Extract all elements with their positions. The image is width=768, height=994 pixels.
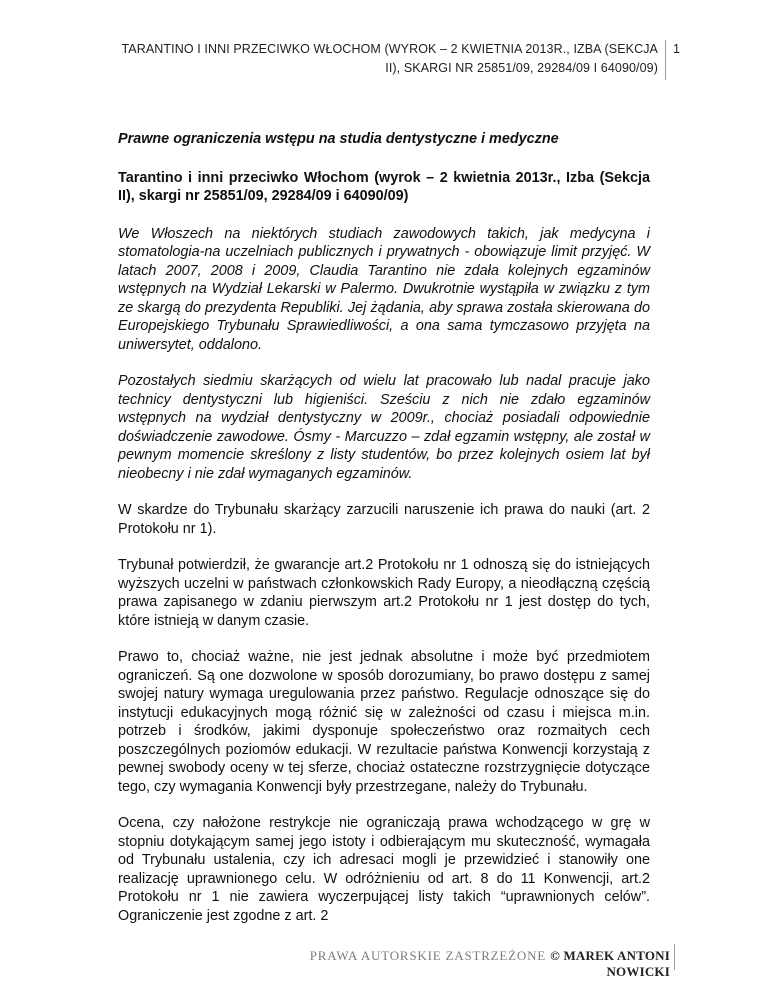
paragraph-court-1: Trybunał potwierdził, że gwarancje art.2 Protokołu nr 1 odnoszą się do istniejących wyższych uczelni w państwach członkowskich Rady Europy, a nieodłączną częścią prawa zapisanego w zdaniu pierwszym art.2 Protokołu nr 1 jest dostęp do tych, które istnieją w danym czasie. — [118, 557, 650, 629]
header-title-line-1: TARANTINO I INNI PRZECIWKO WŁOCHOM (WYROK – 2 KWIETNIA 2013R., IZBA (SEKCJA — [121, 42, 658, 56]
paragraph-facts-1: We Włoszech na niektórych studiach zawodowych takich, jak medycyna i stomatologia-na uczelniach publicznych i prywatnych - obowiązuje limit przyjęć. W latach 2007, 2008 i 2009, Claudia Tarantino nie zdała kolejnych egzaminów wstępnych na Wydział Lekarski w Palermo. Dwukrotnie wystąpiła w związku z tym ze skargą do prezydenta Republiki. Jej żądania, aby sprawa została skierowana do Europejskiego Trybunału Sprawiedliwości, a ona sama tymczasowo przyjęta na uniwersytet, oddalono. — [118, 225, 650, 353]
document-body — [118, 130, 650, 943]
paragraph-court-2: Prawo to, chociaż ważne, nie jest jednak absolutne i może być przedmiotem ograniczeń. Są one dozwolone w sposób dorozumiany, bo prawo dostępu z samej swojej natury wymaga uregulowania przez państwo. Regulacje odnoszące się do instytucji edukacyjnych mogą różnić się w zależności od czasu i miejsca m.in. potrzeb i środków, jakimi dysponuje społeczeństwo oraz rozmaitych cech poszczególnych poziomów edukacji. W rezultacie państwa Konwencji korzystają z pewnej swobody oceny w tej sferze, chociaż ostateczne rozstrzygnięcie dotyczące tego, czy wymagania Konwencji były przestrzegane, należy do Trybunału. — [118, 649, 650, 795]
case-title: Tarantino i inni przeciwko Włochom (wyrok – 2 kwietnia 2013r., Izba (Sekcja II), skargi nr 25851/09, 29284/09 i 64090/09) — [118, 169, 650, 204]
footer-copyright: © MAREK ANTONI NOWICKI — [550, 948, 670, 979]
page-number: 1 — [665, 40, 680, 80]
page-footer — [270, 948, 678, 980]
running-header — [96, 40, 658, 78]
paragraph-facts-2: Pozostałych siedmiu skarżących od wielu lat pracowało lub nadal pracuje jako technicy dentystyczni lub higieniści. Sześciu z nich nie zdało egzaminów wstępnych na wydział dentystyczny w 2009r., chociaż posiadali odpowiednie doświadczenie zawodowe. Ósmy - Marcuzzo – zdał egzamin wstępny, ale został w pewnym momencie skreślony z listy studentów, bo przez kolejnych osiem lat był nieobecny i nie zdał wymaganych egzaminów. — [118, 373, 650, 482]
header-title-line-2: II), SKARGI NR 25851/09, 29284/09 I 64090/09) — [385, 61, 658, 75]
footer-divider — [674, 944, 675, 970]
footer-rights: PRAWA AUTORSKIE ZASTRZEŻONE — [309, 948, 547, 963]
document-heading: Prawne ograniczenia wstępu na studia dentystyczne i medyczne — [118, 131, 559, 147]
paragraph-complaint: W skardze do Trybunału skarżący zarzucili naruszenie ich prawa do nauki (art. 2 Protokołu nr 1). — [118, 502, 650, 537]
paragraph-court-3: Ocena, czy nałożone restrykcje nie ograniczają prawa wchodzącego w grę w stopniu dotykającym samej jego istoty i odbierającym mu skuteczność, wymagała od Trybunału ustalenia, czy ich adresaci mogli je przewidzieć i stanowiły one realizację uprawnionego celu. W odróżnieniu od art. 8 do 11 Konwencji, art.2 Protokołu nr 1 nie zawiera wyczerpującej listy takich “uprawnionych celów”. Ograniczenie jest zgodne z art. 2 — [118, 815, 650, 924]
